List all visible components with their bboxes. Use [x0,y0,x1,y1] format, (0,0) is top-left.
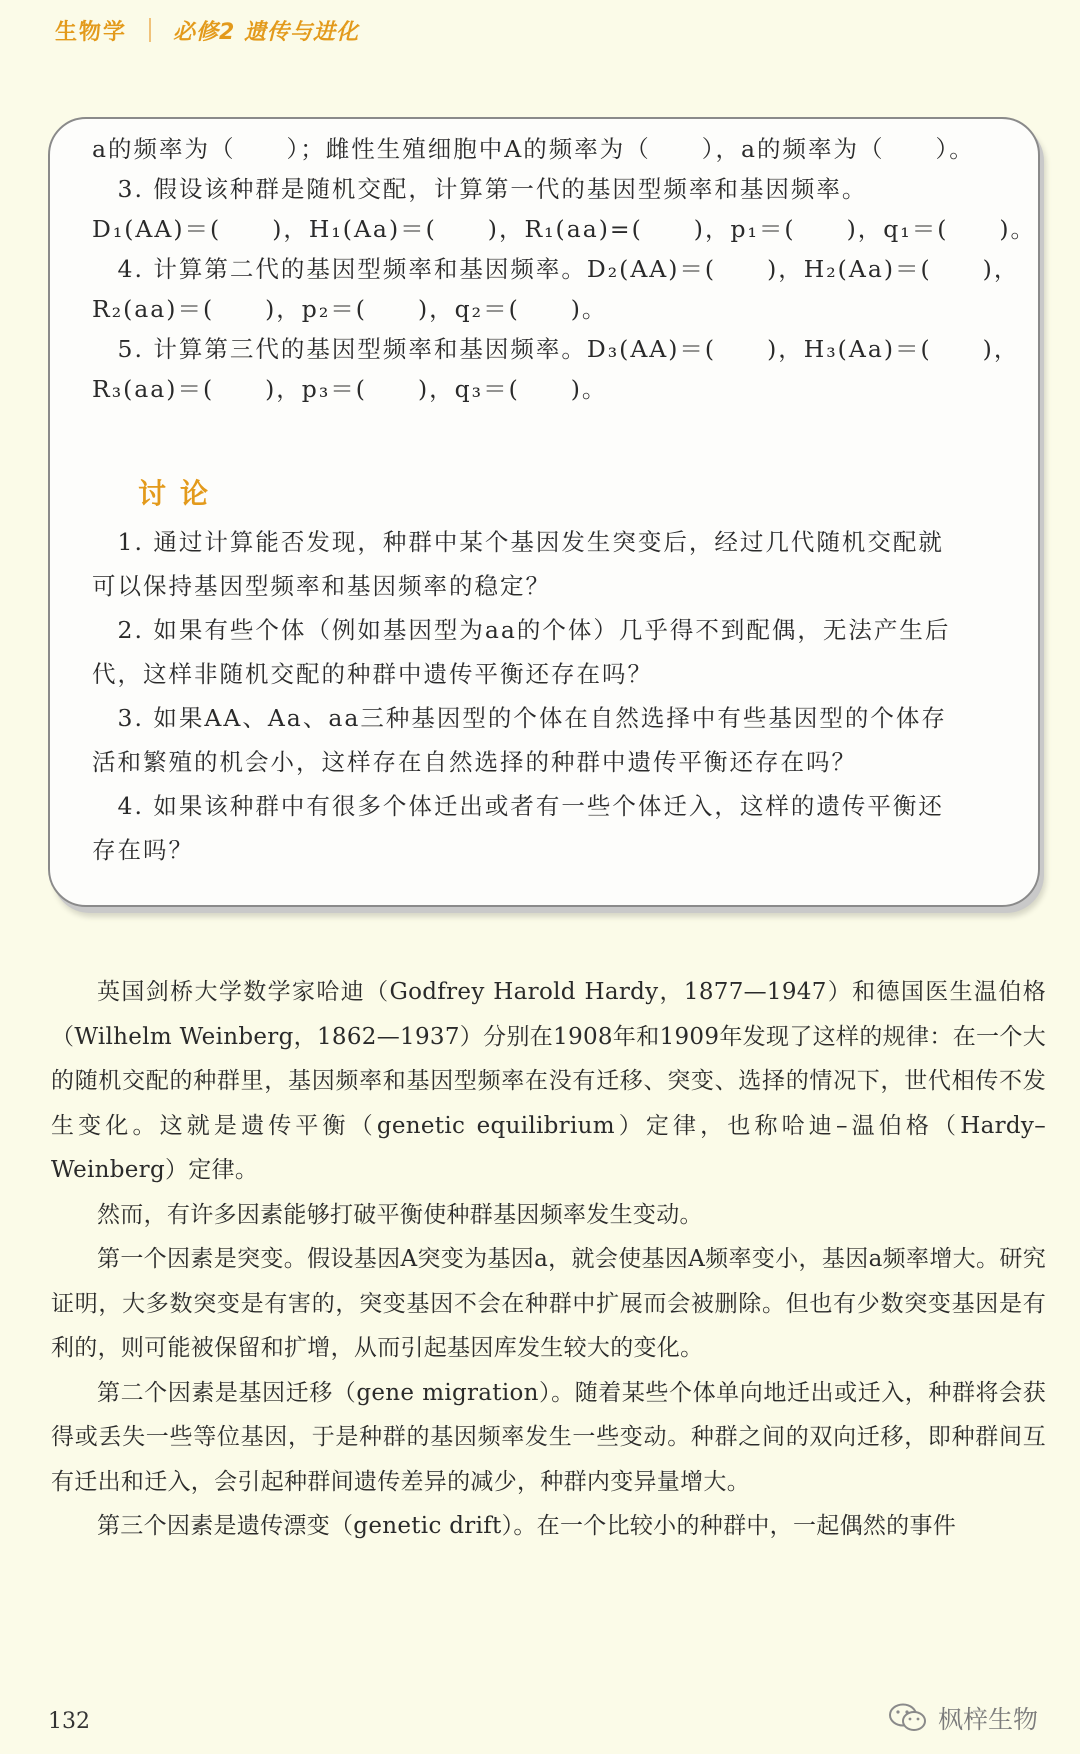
discussion-line: 3. 如果AA、Aa、aa三种基因型的个体在自然选择中有些基因型的个体存 [92,704,947,732]
activity-line: D₁(AA)＝( )，H₁(Aa)＝( )，R₁(aa)=( )，p₁＝( )，q₁＝( )。 [92,215,1037,243]
discussion-heading: 讨论 [138,477,223,510]
discussion-line: 2. 如果有些个体（例如基因型为aa的个体）几乎得不到配偶，无法产生后 [92,616,951,644]
paragraph: 然而，有许多因素能够打破平衡使种群基因频率发生变动。 [97,1201,703,1228]
activity-line: R₂(aa)＝( )，p₂＝( )，q₂＝( )。 [92,295,608,323]
activity-line: a的频率为（ ）；雌性生殖细胞中A的频率为（ ），a的频率为（ ）。 [92,135,975,163]
module-title: 必修2 遗传与进化 [173,19,359,45]
paragraph: 第一个因素是突变。假设基因A突变为基因a，就会使基因A频率变小，基因a频率增大。研究证明，大多数突变是有害的，突变基因不会在种群中扩展而会被删除。但也有少数突变基因是有利的，则可能被保留和扩增，从而引起基因库发生较大的变化。 [51,1246,1046,1361]
discussion-line: 存在吗？ [92,836,194,864]
paragraph: 英国剑桥大学数学家哈迪（Godfrey Harold Hardy，1877—1947）和德国医生温伯格（Wilhelm Weinberg，1862—1937）分别在1908年和1909年发现了这样的规律：在一个大的随机交配的种群里，基因频率和基因型频率在没有迁移、突变、选择的情况下，世代相传不发生变化。这就是遗传平衡（genetic equilibrium）定律，也称哈迪–温伯格（Hardy–Weinberg）定律。 [51,979,1046,1183]
running-header [55,12,359,48]
activity-line: 5. 计算第三代的基因型频率和基因频率。D₃(AA)＝( )，H₃(Aa)＝( )， [92,335,1020,363]
discussion-line: 可以保持基因型频率和基因频率的稳定？ [92,572,551,600]
discussion-line: 4. 如果该种群中有很多个体迁出或者有一些个体迁入，这样的遗传平衡还 [92,792,944,820]
discussion-line: 代，这样非随机交配的种群中遗传平衡还存在吗？ [92,660,653,688]
header-divider [149,18,151,42]
discussion-line: 活和繁殖的机会小，这样存在自然选择的种群中遗传平衡还存在吗？ [92,748,857,776]
wechat-icon [888,1702,928,1734]
main-body [51,970,1046,1549]
watermark [888,1700,1038,1736]
activity-line: 4. 计算第二代的基因型频率和基因频率。D₂(AA)＝( )，H₂(Aa)＝( )， [92,255,1020,283]
activity-line: R₃(aa)＝( )，p₃＝( )，q₃＝( )。 [92,375,608,403]
page-number: 132 [48,1709,90,1734]
watermark-text: 枫梓生物 [938,1705,1039,1734]
discussion-line: 1. 通过计算能否发现，种群中某个基因发生突变后，经过几代随机交配就 [92,528,944,556]
activity-line: 3. 假设该种群是随机交配，计算第一代的基因型频率和基因频率。 [92,175,868,203]
book-title: 生物学 [55,19,128,45]
paragraph: 第二个因素是基因迁移（gene migration）。随着某些个体单向地迁出或迁入，种群将会获得或丢失一些等位基因，于是种群的基因频率发生一些变动。种群之间的双向迁移，即种群间互有迁出和迁入，会引起种群间遗传差异的减少，种群内变异量增大。 [51,1379,1046,1495]
paragraph: 第三个因素是遗传漂变（genetic drift）。在一个比较小的种群中，一起偶然的事件 [97,1513,957,1539]
